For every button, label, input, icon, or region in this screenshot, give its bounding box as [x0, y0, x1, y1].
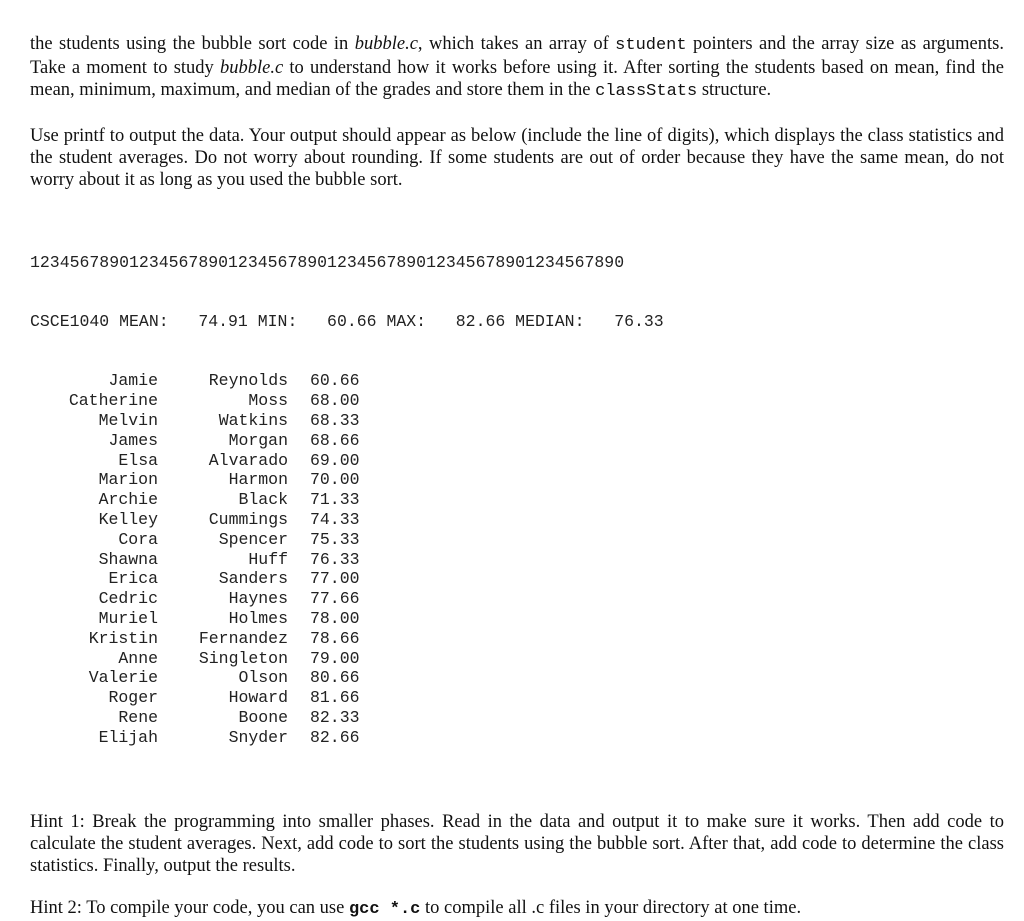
- student-last-name: Watkins: [218, 410, 288, 430]
- student-row: [30, 629, 1004, 649]
- student-row: [30, 510, 1004, 530]
- student-average: 77.00: [310, 569, 360, 589]
- code-classstats: classStats: [595, 82, 698, 101]
- student-row: [30, 371, 1004, 391]
- text: to compile all .c files in your directory at one time.: [420, 898, 802, 919]
- text: to understand how it works before using it. After sorting the students based on mean, find the mean, minimum, maximum, and median of the grades and store them in the: [30, 58, 1004, 100]
- hint-2: [30, 897, 1004, 921]
- student-average: 69.00: [310, 450, 360, 470]
- document-page: [30, 33, 1004, 921]
- student-last-name: Sanders: [218, 569, 288, 589]
- student-average: 75.33: [310, 529, 360, 549]
- student-first-name: Muriel: [98, 608, 158, 628]
- student-first-name: Rene: [118, 707, 158, 727]
- student-first-name: Erica: [108, 569, 158, 589]
- student-first-name: Cedric: [98, 589, 158, 609]
- digits-line: 123456789012345678901234567890123456789012345678901234567890: [30, 252, 625, 272]
- paragraph-bubble-sort: [30, 33, 1004, 103]
- student-first-name: Shawna: [98, 549, 158, 569]
- student-average: 76.33: [310, 549, 360, 569]
- student-average: 77.66: [310, 589, 360, 609]
- student-first-name: Kristin: [88, 628, 158, 648]
- class-stats-line: CSCE1040 MEAN: 74.91 MIN: 60.66 MAX: 82.66 MEDIAN: 76.33: [30, 311, 664, 331]
- code-student: student: [615, 36, 687, 55]
- student-last-name: Boone: [238, 707, 288, 727]
- student-first-name: Anne: [118, 648, 158, 668]
- student-last-name: Alvarado: [208, 450, 288, 470]
- student-last-name: Cummings: [208, 509, 288, 529]
- filename-bubble-c: bubble.c: [219, 58, 284, 78]
- student-average: 68.33: [310, 410, 360, 430]
- student-row: [30, 391, 1004, 411]
- student-last-name: Reynolds: [208, 371, 288, 391]
- student-average: 79.00: [310, 648, 360, 668]
- student-last-name: Singleton: [198, 648, 288, 668]
- student-row: [30, 431, 1004, 451]
- student-last-name: Black: [238, 490, 288, 510]
- student-first-name: Kelley: [98, 509, 158, 529]
- student-last-name: Haynes: [228, 589, 288, 609]
- student-list: [30, 371, 1004, 747]
- student-average: 78.66: [310, 628, 360, 648]
- student-average: 80.66: [310, 668, 360, 688]
- student-row: [30, 550, 1004, 570]
- student-row: [30, 569, 1004, 589]
- sample-output: [30, 213, 1004, 787]
- student-row: [30, 668, 1004, 688]
- student-average: 81.66: [310, 688, 360, 708]
- student-row: [30, 490, 1004, 510]
- student-row: [30, 530, 1004, 550]
- student-average: 78.00: [310, 608, 360, 628]
- text: the students using the bubble sort code in: [30, 34, 355, 54]
- paragraph-printf-output: Use printf to output the data. Your output should appear as below (include the line of digits), which displays the class statistics and the student averages. Do not worry about rounding. If some students are out of order because they have the same mean, do not worry about it as long as you used the bubble sort.: [30, 126, 1004, 190]
- student-first-name: Archie: [98, 490, 158, 510]
- student-last-name: Spencer: [218, 529, 288, 549]
- student-last-name: Morgan: [228, 430, 288, 450]
- text: Hint 2: To compile your code, you can use: [30, 898, 349, 919]
- student-average: 68.00: [310, 391, 360, 411]
- student-average: 68.66: [310, 430, 360, 450]
- student-row: [30, 451, 1004, 471]
- student-row: [30, 649, 1004, 669]
- text: structure.: [697, 80, 772, 100]
- student-last-name: Howard: [228, 688, 288, 708]
- student-last-name: Huff: [248, 549, 288, 569]
- student-last-name: Snyder: [228, 727, 288, 747]
- student-first-name: Melvin: [98, 410, 158, 430]
- student-last-name: Moss: [248, 391, 288, 411]
- filename-bubble-c: bubble.c: [354, 34, 418, 54]
- student-first-name: Cora: [118, 529, 158, 549]
- student-average: 82.66: [310, 727, 360, 747]
- student-first-name: Roger: [108, 688, 158, 708]
- student-last-name: Harmon: [228, 470, 288, 490]
- student-first-name: Valerie: [88, 668, 158, 688]
- student-last-name: Olson: [238, 668, 288, 688]
- text: pointers and the array size as arguments. Take a moment to study: [30, 34, 1004, 78]
- student-first-name: James: [108, 430, 158, 450]
- student-first-name: Marion: [98, 470, 158, 490]
- student-row: [30, 688, 1004, 708]
- student-average: 82.33: [310, 707, 360, 727]
- student-row: [30, 411, 1004, 431]
- student-first-name: Jamie: [108, 371, 158, 391]
- student-first-name: Elsa: [118, 450, 158, 470]
- student-average: 60.66: [310, 371, 360, 391]
- student-average: 70.00: [310, 470, 360, 490]
- hint-1: Hint 1: Break the programming into smaller phases. Read in the data and output it to make sure it works. Then add code to calculate the student averages. Next, add code to sort the students using the bubble sort. After that, add code to determine the class statistics. Finally, output the results.: [30, 812, 1004, 877]
- student-first-name: Elijah: [98, 727, 158, 747]
- student-average: 74.33: [310, 509, 360, 529]
- student-row: [30, 589, 1004, 609]
- student-average: 71.33: [310, 490, 360, 510]
- student-row: [30, 470, 1004, 490]
- text: , which takes an array of: [417, 34, 616, 54]
- student-first-name: Catherine: [68, 391, 158, 411]
- student-row: [30, 728, 1004, 748]
- student-last-name: Holmes: [228, 608, 288, 628]
- student-last-name: Fernandez: [198, 628, 288, 648]
- student-row: [30, 708, 1004, 728]
- student-row: [30, 609, 1004, 629]
- code-gcc-command: gcc *.c: [348, 900, 421, 920]
